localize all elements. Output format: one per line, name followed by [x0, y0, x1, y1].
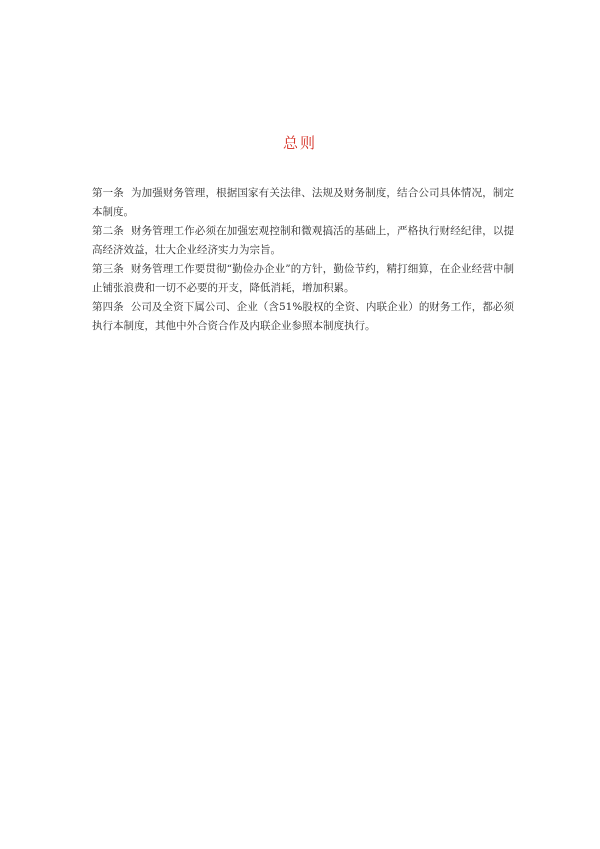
article-1-text: 为加强财务管理，根据国家有关法律、法规及财务制度，结合公司具体情况，制定本制度。	[92, 187, 515, 218]
article-4	[92, 298, 514, 336]
article-4-text: 公司及全资下属公司、企业（含51%股权的全资、内联企业）的财务工作，都必须执行本制度，其他中外合资合作及内联企业参照本制度执行。	[92, 301, 515, 332]
article-2	[92, 222, 514, 260]
article-4-label: 第四条	[92, 301, 124, 313]
document-body	[92, 184, 514, 336]
article-3-label: 第三条	[92, 263, 124, 275]
article-1	[92, 184, 514, 222]
article-3-text: 财务管理工作要贯彻“勤俭办企业”的方针，勤俭节约，精打细算，在企业经营中制止铺张浪费和一切不必要的开支，降低消耗，增加积累。	[92, 263, 515, 294]
article-1-label: 第一条	[92, 187, 124, 199]
article-2-label: 第二条	[92, 225, 124, 237]
article-2-text: 财务管理工作必须在加强宏观控制和微观搞活的基础上，严格执行财经纪律，以提高经济效益，壮大企业经济实力为宗旨。	[92, 225, 515, 256]
document-title: 总则	[282, 134, 317, 152]
article-3	[92, 260, 514, 298]
